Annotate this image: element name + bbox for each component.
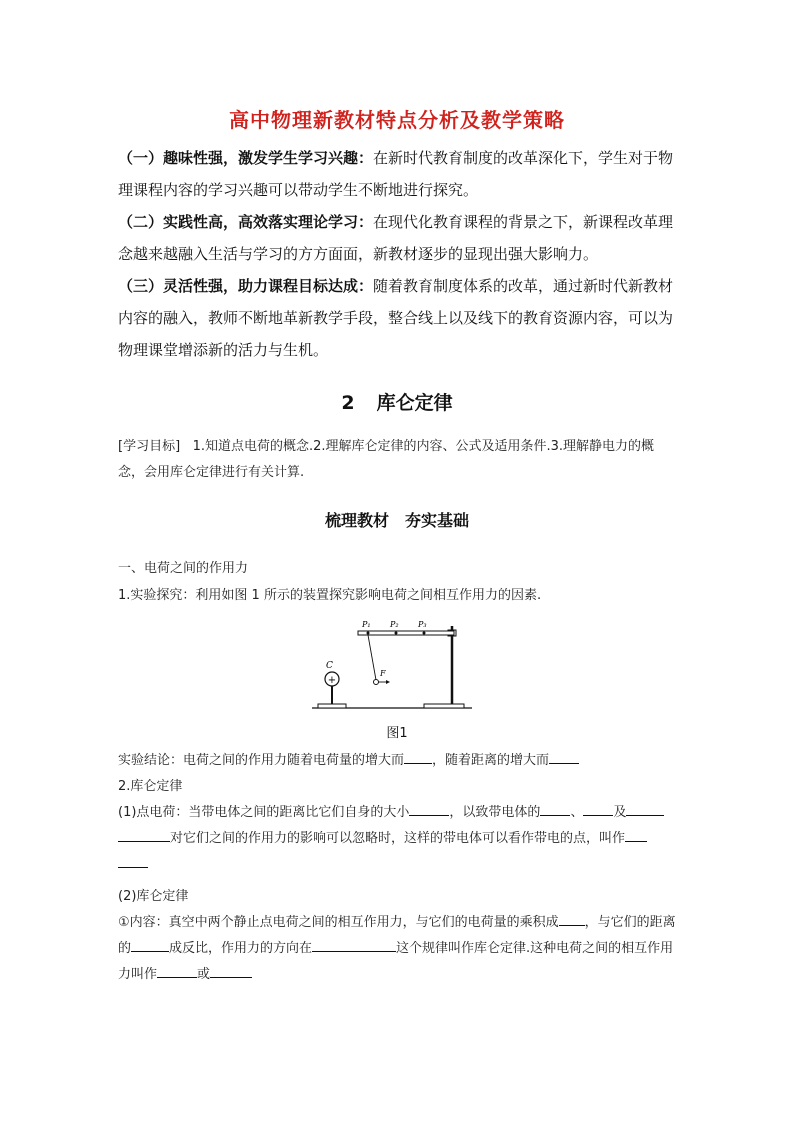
pendulum-thread	[368, 635, 376, 680]
objectives-text: 1.知道点电荷的概念.2.理解库仑定律的内容、公式及适用条件.3.理解静电力的概念，会用库仑定律进行有关计算.	[118, 439, 655, 480]
point-charge-paragraph	[118, 800, 680, 878]
coulomb-law-content	[118, 910, 680, 988]
point-charge-text-d: 及	[613, 805, 627, 820]
coulomb-law-subheading: (2)库仑定律	[118, 889, 189, 904]
section-1-heading: 一、电荷之间的作用力	[118, 561, 249, 576]
blank-9[interactable]	[118, 853, 148, 868]
blank-5[interactable]	[583, 801, 613, 816]
blank-2[interactable]	[549, 749, 579, 764]
label-c: C	[326, 661, 333, 671]
blank-8[interactable]	[625, 827, 647, 842]
content-text-a: ①内容：真空中两个静止点电荷之间的相互作用力，与它们的电荷量的乘积成	[118, 915, 559, 930]
blank-3[interactable]	[409, 801, 449, 816]
chapter-number: 2	[341, 392, 355, 414]
intro-text-1: 在新时代教育制度的改革深化下，学生对于物理课程内容的学习兴趣可以带动学生不断地进行探究。	[118, 149, 674, 199]
figure-caption: 图1	[386, 726, 408, 741]
chapter-name: 库仑定律	[376, 392, 453, 414]
content-text-b: ，与它们的距离的	[118, 915, 676, 956]
label-p3: P₃	[418, 620, 427, 629]
document-title: 高中物理新教材特点分析及教学策略	[229, 108, 565, 132]
intro-text-2: 在现代化教育课程的背景之下，新课程改革理念越来越融入生活与学习的方方面面，新教材逐步的显现出强大影响力。	[118, 213, 674, 263]
experiment-text: 1.实验探究：利用如图 1 所示的装置探究影响电荷之间相互作用力的因素.	[118, 588, 542, 603]
content-text-c: 成反比，作用力的方向在	[169, 941, 313, 956]
intro-text-3: 随着教育制度体系的改革，通过新时代新教材内容的融入，教师不断地革新教学手段，整合线上以及线下的教育资源内容，可以为物理课堂增添新的活力与生机。	[118, 277, 674, 359]
hanging-bar	[358, 631, 454, 635]
blank-14[interactable]	[210, 963, 252, 978]
blank-7[interactable]	[118, 827, 170, 842]
hook-p1	[367, 632, 370, 635]
experiment-conclusion	[118, 748, 680, 774]
objectives-label: [学习目标]	[118, 439, 181, 454]
chapter-heading	[0, 388, 794, 415]
pendulum-ball	[374, 680, 379, 685]
label-p2: P₂	[390, 620, 399, 629]
point-charge-text-c: 、	[570, 805, 584, 820]
insulated-stand-base	[318, 704, 346, 708]
intro-paragraph-3	[118, 270, 680, 366]
intro-label-1: （一）趣味性强，激发学生学习兴趣：	[118, 149, 374, 167]
intro-label-3: （三）灵活性强，助力课程目标达成：	[118, 277, 374, 295]
blank-13[interactable]	[157, 963, 197, 978]
force-arrowhead	[386, 680, 390, 684]
content-text-e: 或	[197, 967, 211, 982]
blank-6[interactable]	[626, 801, 664, 816]
conclusion-text-a: 实验结论：电荷之间的作用力随着电荷量的增大而	[118, 753, 405, 768]
intro-label-2: （二）实践性高，高效落实理论学习：	[118, 213, 374, 231]
learning-objectives	[118, 434, 680, 486]
intro-paragraph-2	[118, 206, 680, 270]
blank-12[interactable]	[312, 937, 396, 952]
plus-sign: +	[327, 675, 337, 686]
label-p1: P₁	[362, 620, 371, 629]
point-charge-text-a: (1)点电荷：当带电体之间的距离比它们自身的大小	[118, 805, 410, 820]
conclusion-text-b: ，随着距离的增大而	[432, 753, 550, 768]
point-charge-text-b: ，以致带电体的	[449, 805, 541, 820]
point-charge-text-e: 对它们之间的作用力的影响可以忽略时，这样的带电体可以看作带电的点，叫作	[170, 831, 626, 846]
blank-4[interactable]	[540, 801, 570, 816]
experiment-apparatus-figure	[312, 616, 472, 716]
hook-p3	[423, 632, 426, 635]
coulomb-law-heading: 2.库仑定律	[118, 779, 183, 794]
blank-11[interactable]	[131, 937, 169, 952]
blank-10[interactable]	[559, 911, 585, 926]
intro-paragraph-1	[118, 142, 680, 206]
blank-1[interactable]	[404, 749, 432, 764]
content-text-d: 这个规律叫作库仑定律.这种电荷之间的相互作用力叫作	[118, 941, 674, 982]
label-f: F	[380, 669, 386, 678]
section-subheading: 梳理教材 夯实基础	[324, 511, 469, 530]
iron-stand-base	[424, 704, 464, 708]
hook-p2	[395, 632, 398, 635]
